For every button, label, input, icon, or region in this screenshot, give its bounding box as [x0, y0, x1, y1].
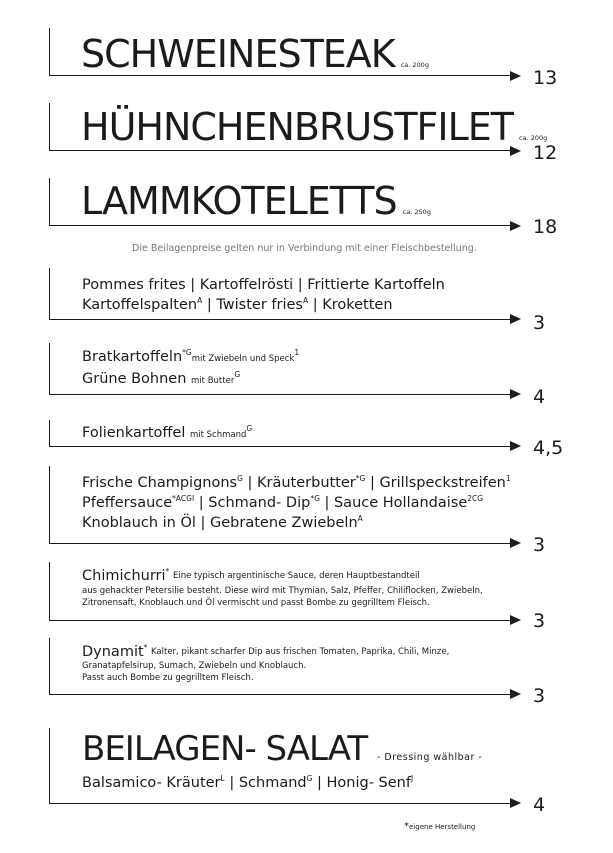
dynamit-desc-1: Kalter, pikant scharfer Dip aus frischen Tomaten, Paprika, Chili, Minze,	[151, 647, 450, 657]
price-sides-3: 4,5	[533, 437, 564, 459]
allergen: G	[234, 370, 241, 380]
sides-5-title	[82, 567, 169, 585]
dressing-honig-senf: | Honig- Senf	[317, 775, 411, 791]
chimichurri-desc-3: Zitronensaft, Knoblauch und Öl vermischt und passt Bombe zu gegrilltem Fleisch.	[82, 598, 430, 608]
item-schmand-dip: | Schmand- Dip	[198, 495, 311, 511]
allergen: *	[165, 567, 170, 577]
allergen: *ACGI	[172, 494, 195, 504]
item-grillspeckstreifen: | Grillspeckstreifen	[369, 475, 506, 491]
dish-weight: ca. 250g	[402, 208, 431, 216]
item-note: mit Butter	[191, 376, 235, 386]
item-dynamit: Dynamit	[82, 644, 144, 660]
item-chimichurri: Chimichurri	[82, 568, 166, 584]
salad-title: BEILAGEN- SALAT	[82, 729, 368, 769]
dish-huehnchenbrustfilet	[81, 105, 548, 149]
arrow-icon	[510, 314, 521, 324]
price-huehnchenbrustfilet: 12	[533, 142, 558, 164]
item-twister-fries: | Twister fries	[206, 297, 303, 313]
price-schweinesteak: 13	[533, 67, 558, 89]
dynamit-desc-2: Granatapfelsirup, Sumach, Zwiebeln und Knoblauch.	[82, 661, 307, 671]
allergen: 2CG	[467, 494, 484, 504]
dish-weight: ca. 200g	[400, 61, 429, 69]
salad-title-row	[82, 729, 483, 769]
arrow-icon	[510, 389, 521, 399]
dish-lammkoteletts	[81, 179, 431, 223]
item-kraeuterbutter: | Kräuterbutter	[247, 475, 356, 491]
allergen: J	[410, 774, 414, 784]
dish-name: SCHWEINESTEAK	[81, 32, 395, 76]
allergen: *G	[355, 474, 366, 484]
allergen: G	[306, 774, 313, 784]
salad-dressings	[82, 774, 413, 792]
arrow-icon	[510, 615, 521, 625]
dressing-schmand: | Schmand	[229, 775, 307, 791]
dish-schweinesteak	[81, 32, 429, 76]
allergen: A	[302, 296, 309, 306]
allergen: G	[237, 474, 243, 484]
dynamit-desc-3: Passt auch Bombe zu gegrilltem Fleisch.	[82, 673, 254, 683]
price-sides-2: 4	[533, 386, 546, 408]
salad-subtitle: - Dressing wählbar -	[376, 752, 483, 763]
item-kartoffelspalten: Kartoffelspalten	[82, 297, 198, 313]
sides-2-line-1	[82, 348, 299, 366]
allergen: 1	[505, 474, 511, 484]
sides-4-line-2	[82, 494, 483, 512]
sides-3-line-1	[82, 424, 252, 442]
item-bratkartoffeln: Bratkartoffeln	[82, 349, 183, 365]
allergen: G	[246, 424, 253, 434]
allergen: *G	[182, 348, 192, 358]
sides-6-title	[82, 643, 147, 661]
side-price-note: Die Beilagenpreise gelten nur in Verbindung mit einer Fleischbestellung.	[132, 243, 477, 254]
item-knoblauch-zwiebeln: Knoblauch in Öl | Gebratene Zwiebeln	[82, 515, 358, 531]
price-sides-4: 3	[533, 534, 546, 556]
arrow-icon	[510, 71, 521, 81]
sides-1-line-2	[82, 296, 393, 314]
chimichurri-desc-1: Eine typisch argentinische Sauce, deren Hauptbestandteil	[173, 571, 420, 581]
price-lammkoteletts: 18	[533, 216, 558, 238]
arrow-icon	[510, 441, 521, 451]
price-sides-6: 3	[533, 685, 546, 707]
item-note: mit Zwiebeln und Speck	[191, 354, 295, 364]
dish-name: LAMMKOTELETTS	[81, 179, 397, 223]
arrow-icon	[510, 798, 521, 808]
allergen: A	[197, 296, 203, 306]
item-sauce-hollandaise: | Sauce Hollandaise	[324, 495, 468, 511]
footnote	[404, 821, 475, 832]
sides-2-line-2	[82, 370, 240, 388]
allergen: L	[220, 774, 225, 784]
price-sides-1: 3	[533, 312, 546, 334]
allergen: 1	[294, 348, 300, 358]
dressing-balsamico: Balsamico- Kräuter	[82, 775, 221, 791]
item-gruene-bohnen: Grüne Bohnen	[82, 371, 187, 387]
footnote-text: eigene Herstellung	[409, 823, 476, 831]
sides-4-line-1	[82, 474, 511, 492]
dish-name: HÜHNCHENBRUSTFILET	[81, 105, 514, 149]
dish-weight: ca. 200g	[519, 134, 548, 142]
item-pfeffersauce: Pfeffersauce	[82, 495, 173, 511]
sides-4-line-3	[82, 514, 363, 532]
sides-1-line-1: Pommes frites | Kartoffelrösti | Frittierte Kartoffeln	[82, 277, 445, 293]
item-kroketten: | Kroketten	[312, 297, 393, 313]
item-champignons: Frische Champignons	[82, 475, 238, 491]
allergen: *	[143, 643, 148, 653]
item-folienkartoffel: Folienkartoffel	[82, 425, 186, 441]
allergen: *G	[310, 494, 320, 504]
arrow-icon	[510, 689, 521, 699]
price-salad: 4	[533, 794, 546, 816]
arrow-icon	[510, 221, 521, 231]
allergen: A	[357, 514, 363, 524]
item-note: mit Schmand	[189, 430, 247, 440]
chimichurri-desc-2: aus gehackter Petersilie besteht. Diese wird mit Thymian, Salz, Pfeffer, Chiliflocken, Zwiebeln,	[82, 586, 483, 596]
arrow-icon	[510, 538, 521, 548]
price-sides-5: 3	[533, 610, 546, 632]
asterisk: *	[404, 821, 409, 832]
